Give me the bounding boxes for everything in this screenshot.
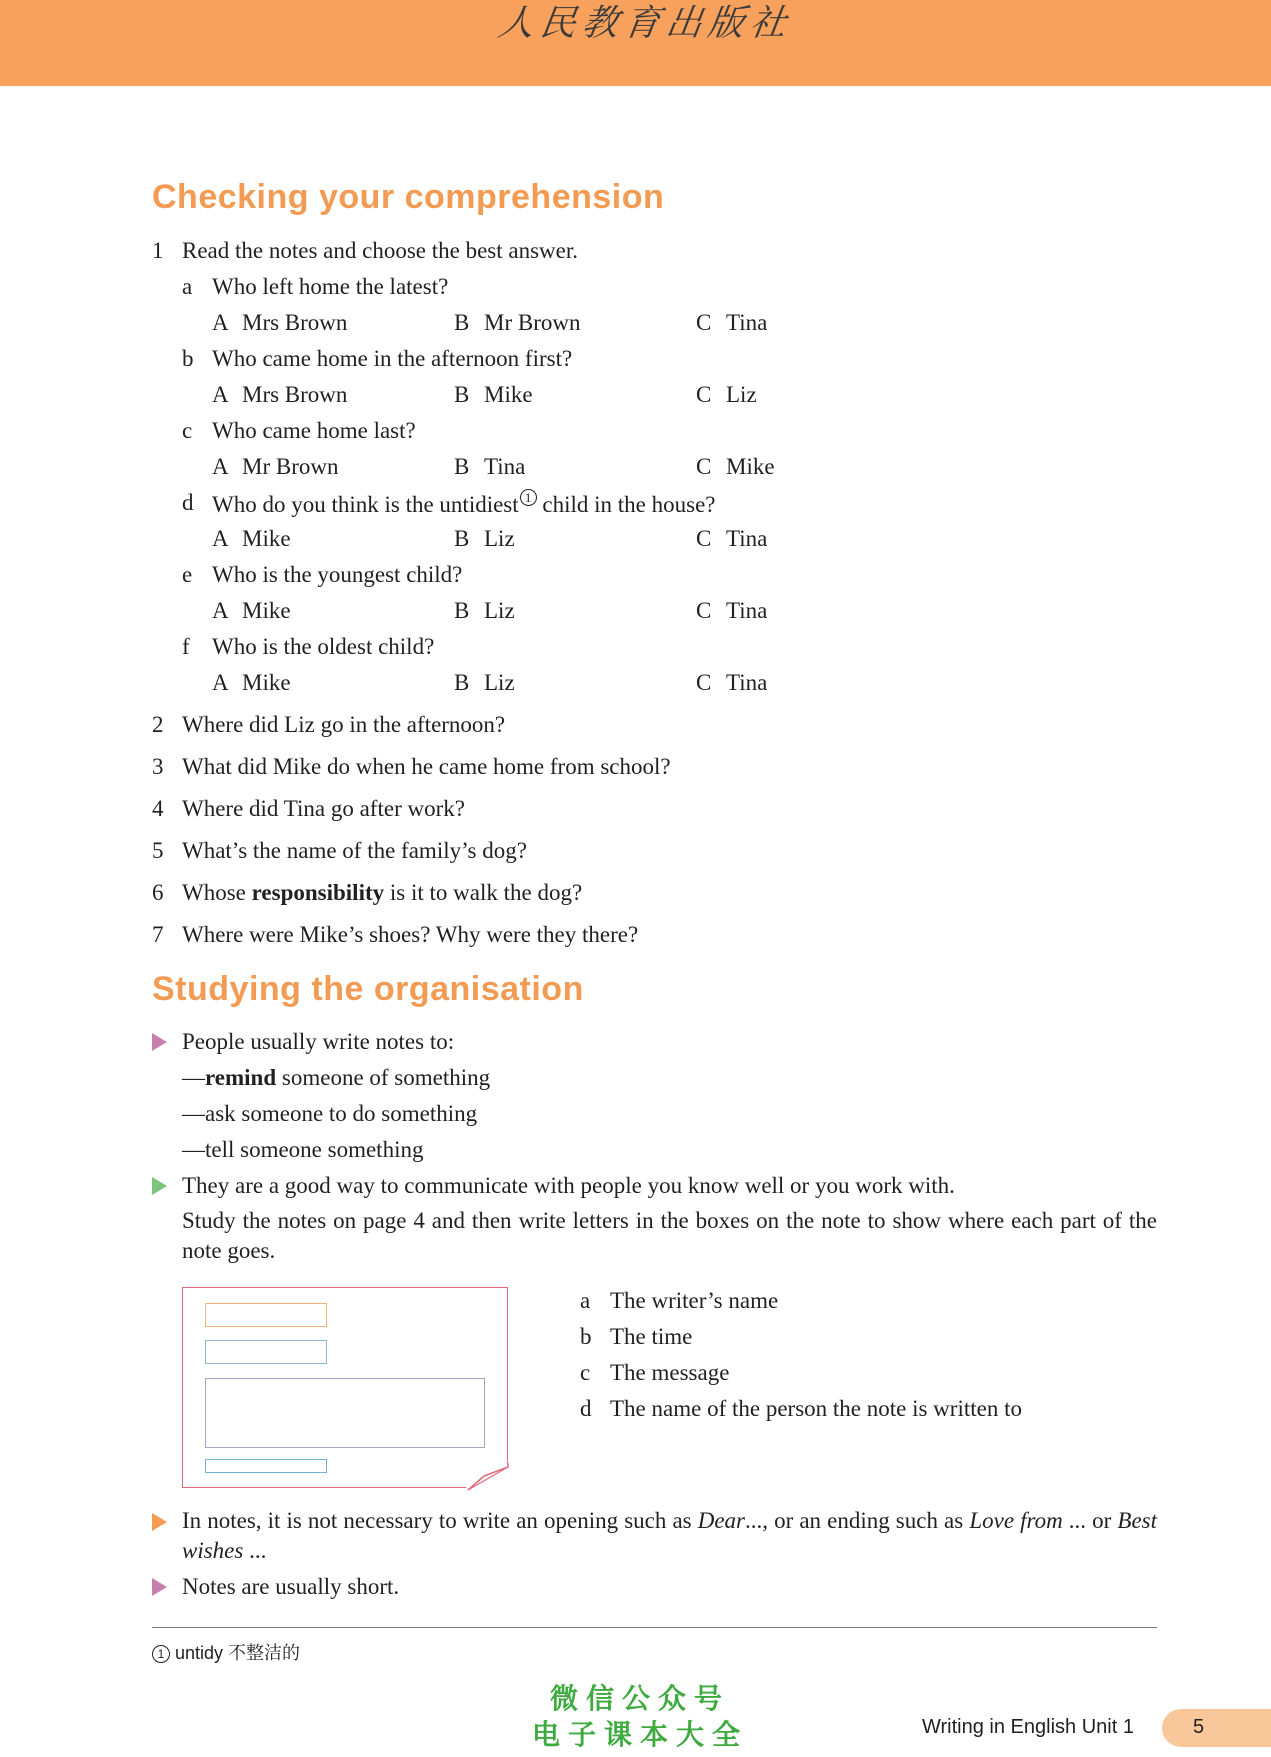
watermark-line: 电子课本大全: [531, 1718, 748, 1751]
sub-question-part: Who do you think is the untidiest: [212, 492, 519, 517]
option-text: Tina: [726, 670, 768, 695]
footnote-divider: [152, 1627, 1157, 1628]
option-letter: B: [454, 598, 470, 623]
section-title-comprehension: Checking your comprehension: [152, 178, 665, 216]
question-text: Where were Mike’s shoes? Why were they there?: [182, 922, 639, 947]
option-letter: A: [212, 454, 229, 479]
option-text: Mike: [242, 598, 291, 623]
footnote-marker: 1: [152, 1645, 170, 1663]
italic-term: Love from: [969, 1508, 1063, 1533]
footnote-marker: 1: [520, 489, 537, 506]
option-text: Mrs Brown: [242, 310, 348, 335]
option-letter: C: [696, 382, 712, 407]
sub-question-part: child in the house?: [536, 492, 716, 517]
option-letter: C: [696, 670, 712, 695]
sub-question: Who is the youngest child?: [212, 562, 463, 587]
option-text: Tina: [484, 454, 526, 479]
option-b[interactable]: [454, 669, 515, 697]
footnote: [152, 1639, 300, 1665]
question-text: Where did Liz go in the afternoon?: [182, 712, 506, 737]
option-b[interactable]: [454, 453, 525, 481]
question-text: What did Mike do when he came home from school?: [182, 754, 671, 779]
bullet-text: They are a good way to communicate with people you know well or you work with.: [182, 1173, 955, 1198]
option-a[interactable]: [212, 453, 338, 481]
option-a[interactable]: [212, 309, 347, 337]
option-letter: A: [212, 598, 229, 623]
question-number: 6: [152, 880, 164, 905]
footnote-text: untidy 不整洁的: [175, 1643, 301, 1663]
option-letter: C: [696, 454, 712, 479]
sub-letter: f: [182, 634, 190, 659]
watermark-line: 微信公众号: [549, 1682, 730, 1715]
part-letter: c: [580, 1360, 591, 1385]
option-c[interactable]: [696, 525, 767, 553]
bold-term: responsibility: [251, 880, 385, 905]
option-c[interactable]: [696, 309, 767, 337]
footer-unit-title: Writing in English Unit 1: [922, 1716, 1134, 1738]
answer-box-1[interactable]: [205, 1303, 327, 1327]
question-number: 1: [152, 238, 164, 263]
text-part: In notes, it is not necessary to write an opening such as: [182, 1508, 698, 1533]
option-c[interactable]: [696, 381, 757, 409]
question-text-part: Whose: [182, 880, 252, 905]
question-number: 4: [152, 796, 164, 821]
option-text: Mike: [242, 670, 291, 695]
bullet-text: [182, 1506, 1157, 1566]
sub-question: [212, 489, 716, 519]
note-diagram: [182, 1287, 508, 1488]
question-number: 2: [152, 712, 164, 737]
publisher-logo: 人民教育出版社: [495, 3, 795, 44]
part-item: [580, 1359, 729, 1387]
text-part: ... or: [1062, 1508, 1118, 1533]
bullet-text: People usually write notes to:: [182, 1029, 455, 1054]
dash: —: [182, 1065, 205, 1090]
option-text: Liz: [484, 526, 515, 551]
italic-term: Dear: [697, 1508, 745, 1533]
section-title-organisation: Studying the organisation: [152, 970, 584, 1008]
sub-letter: d: [182, 490, 194, 515]
option-b[interactable]: [454, 309, 580, 337]
dash-item: [182, 1064, 490, 1092]
question-text: What’s the name of the family’s dog?: [182, 838, 527, 863]
option-c[interactable]: [696, 597, 767, 625]
instruction-text: Study the notes on page 4 and then write letters in the boxes on the note to show where each part of the note goes.: [182, 1208, 1157, 1263]
sub-question: Who came home in the afternoon first?: [212, 346, 573, 371]
option-text: Mr Brown: [484, 310, 581, 335]
question-text: Where did Tina go after work?: [182, 796, 465, 821]
part-text: The name of the person the note is written to: [610, 1396, 1022, 1421]
sub-question: Who left home the latest?: [212, 274, 449, 299]
question-text: Read the notes and choose the best answer.: [182, 238, 578, 263]
option-text: Mike: [484, 382, 533, 407]
option-letter: B: [454, 310, 470, 335]
triangle-bullet-icon: [152, 1177, 167, 1195]
option-letter: C: [696, 598, 712, 623]
sub-question: Who is the oldest child?: [212, 634, 435, 659]
text-part: ...: [243, 1538, 267, 1563]
answer-box-4[interactable]: [205, 1459, 327, 1473]
text-part: ..., or an ending such as: [744, 1508, 970, 1533]
option-letter: C: [696, 526, 712, 551]
sub-letter: c: [182, 418, 193, 443]
part-text: The message: [610, 1360, 730, 1385]
option-text: Mike: [726, 454, 775, 479]
part-text: The writer’s name: [610, 1288, 779, 1313]
option-c[interactable]: [696, 669, 767, 697]
bullet-text: Notes are usually short.: [182, 1574, 400, 1599]
sub-letter: a: [182, 274, 193, 299]
option-a[interactable]: [212, 669, 291, 697]
part-text: The time: [610, 1324, 693, 1349]
question-number: 3: [152, 754, 164, 779]
option-text: Tina: [726, 598, 768, 623]
triangle-bullet-icon: [152, 1513, 167, 1531]
option-a[interactable]: [212, 525, 291, 553]
italic-term: Best wishes: [182, 1508, 1158, 1563]
part-item: [580, 1287, 778, 1315]
option-text: Tina: [726, 526, 768, 551]
option-text: Liz: [484, 598, 515, 623]
option-letter: A: [212, 526, 229, 551]
option-letter: A: [212, 310, 229, 335]
part-letter: b: [580, 1324, 592, 1349]
option-letter: B: [454, 526, 470, 551]
bold-term: remind: [205, 1065, 277, 1090]
sub-letter: b: [182, 346, 194, 371]
part-letter: d: [580, 1396, 592, 1421]
option-text: Tina: [726, 310, 768, 335]
option-b[interactable]: [454, 525, 515, 553]
option-letter: C: [696, 310, 712, 335]
option-b[interactable]: [454, 597, 515, 625]
option-letter: B: [454, 382, 470, 407]
option-letter: B: [454, 670, 470, 695]
part-item: [580, 1395, 1022, 1423]
triangle-bullet-icon: [152, 1578, 167, 1596]
option-text: Liz: [726, 382, 757, 407]
option-c[interactable]: [696, 453, 775, 481]
option-letter: B: [454, 454, 470, 479]
part-letter: a: [580, 1288, 591, 1313]
option-text: Liz: [484, 670, 515, 695]
option-letter: A: [212, 670, 229, 695]
dash-text: someone of something: [276, 1065, 491, 1090]
question-number: 5: [152, 838, 164, 863]
part-item: [580, 1323, 692, 1351]
dash-item: —tell someone something: [182, 1137, 424, 1162]
option-a[interactable]: [212, 597, 291, 625]
sub-letter: e: [182, 562, 193, 587]
sub-question: Who came home last?: [212, 418, 416, 443]
page-number: 5: [1193, 1716, 1205, 1738]
header-band: [0, 0, 1271, 86]
answer-box-2[interactable]: [205, 1340, 327, 1364]
option-letter: A: [212, 382, 229, 407]
option-a[interactable]: [212, 381, 347, 409]
question-text: [182, 879, 582, 907]
page-curl-icon: [462, 1463, 512, 1491]
option-text: Mrs Brown: [242, 382, 348, 407]
answer-box-3[interactable]: [205, 1378, 485, 1448]
option-text: Mr Brown: [242, 454, 339, 479]
option-text: Mike: [242, 526, 291, 551]
option-b[interactable]: [454, 381, 533, 409]
dash-item: —ask someone to do something: [182, 1101, 478, 1126]
question-number: 7: [152, 922, 164, 947]
page-number-tab: [1162, 1709, 1271, 1747]
triangle-bullet-icon: [152, 1033, 167, 1051]
question-text-part: is it to walk the dog?: [384, 880, 583, 905]
